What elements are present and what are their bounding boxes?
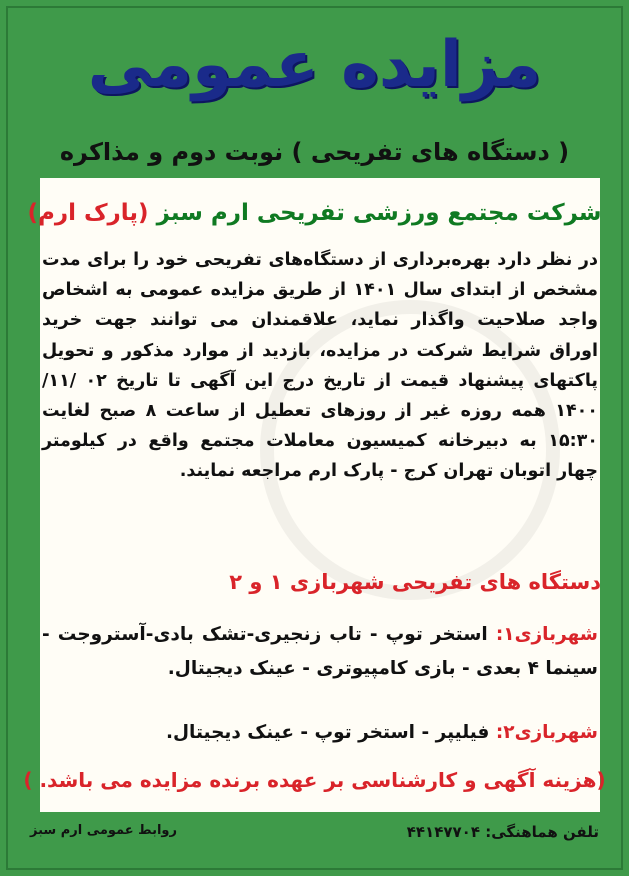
- company-name: [0, 200, 629, 226]
- amusement-park-2: [42, 718, 598, 748]
- devices-heading: دستگاه های تفریحی شهربازی ۱ و ۲: [229, 570, 601, 594]
- contact-phone: تلفن هماهنگی: ۴۴۱۴۷۷۰۴: [406, 823, 599, 841]
- amusement-park-2-items: فیلیپر - استخر توپ - عینک دیجیتال.: [165, 722, 490, 743]
- amusement-park-2-label: شهربازی۲:: [495, 722, 598, 743]
- amusement-park-1-items: استخر توپ - تاب زنجیری-تشک بادی-آستروجت - سینما ۴ بعدی - بازی کامپیوتری - عینک دیجیتال.: [42, 624, 598, 679]
- public-relations: روابط عمومی ارم سبز: [30, 823, 177, 838]
- company-title: شرکت مجتمع ورزشی تفریحی ارم سبز: [156, 200, 602, 226]
- park-name: (پارک ارم): [27, 200, 149, 226]
- cost-note: (هزینه آگهی و کارشناسی بر عهده برنده مزایده می باشد. ): [23, 768, 606, 792]
- ad-title: مزایده عمومی: [87, 28, 542, 102]
- ad-body-text: در نظر دارد بهره‌برداری از دستگاه‌های تفریحی خود را برای مدت مشخص از ابتدای سال ۱۴۰۱ از طریق مزایده عمومی به اشخاص واجد صلاحیت واگذار نماید، علاقمندان می توانند جهت خرید اوراق شرایط شرکت در مزایده، بازدید از موارد مذکور و تحویل پاکتهای پیشنهاد قیمت از تاریخ درج این آگهی تا تاریخ ۰۲ /۱۱/ ۱۴۰۰ همه روزه غیر از روزهای تعطیل از ساعت ۸ صبح لغایت ۱۵:۳۰ به دبیرخانه کمیسیون معاملات مجتمع واقع در کیلومتر چهار اتوبان تهران کرج - پارک ارم مراجعه نمایند.: [42, 250, 599, 482]
- amusement-park-1-label: شهربازی۱:: [495, 624, 598, 645]
- amusement-park-1: [42, 618, 598, 686]
- ad-subtitle: ( دستگاه های تفریحی ) نوبت دوم و مذاکره: [59, 138, 570, 166]
